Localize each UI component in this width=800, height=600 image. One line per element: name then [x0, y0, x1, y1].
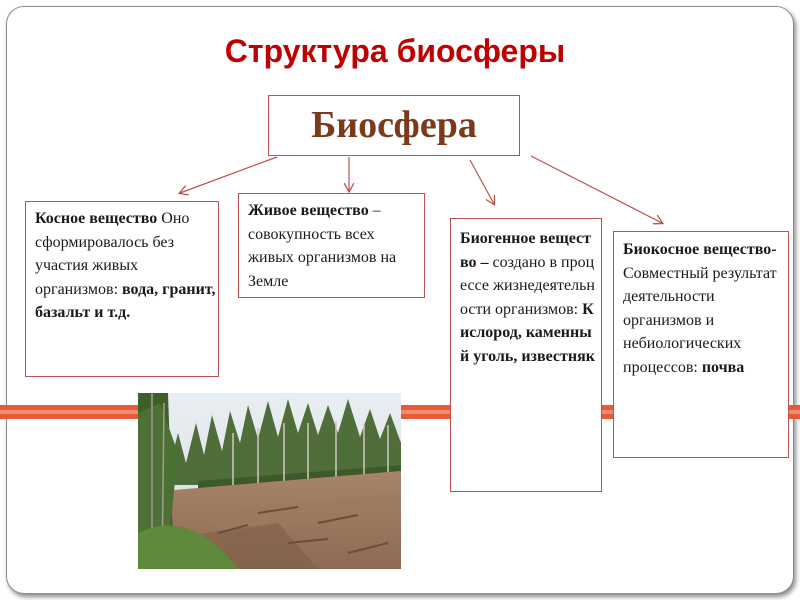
bioinert-matter-examples: почва	[701, 358, 745, 376]
bioinert-matter-heading: Биокосное вещество-	[623, 241, 777, 258]
biogenic-matter-text: создано в процессе жизнедеятельности организмов:	[460, 253, 595, 318]
slide-title: Структура биосферы	[224, 33, 566, 69]
biogenic-matter-examples: Кислород, каменный уголь, известняк	[460, 300, 595, 365]
biogenic-matter-heading: Биогенное вещество –	[460, 230, 591, 271]
living-matter-heading: Живое вещество	[248, 202, 369, 219]
inert-matter-heading: Косное вещество	[35, 210, 158, 227]
bioinert-matter-text: Совместный результат деятельности организмов и небиологических процессов:	[623, 264, 777, 376]
inert-matter-examples: вода, гранит, базальт и т.д.	[35, 280, 216, 321]
deforestation-photo	[138, 393, 401, 569]
arrow-to-biogenic	[470, 160, 494, 204]
inert-matter-text: Оно сформировалось без участия живых организмов:	[35, 210, 190, 298]
inert-matter-box	[25, 201, 219, 377]
biogenic-matter-box	[450, 218, 602, 492]
bioinert-matter-box	[613, 231, 789, 458]
living-matter-text: – совокупность всех живых организмов на Земле	[248, 202, 397, 290]
arrow-to-bioinert	[531, 156, 662, 223]
biosphere-box: Биосфера	[268, 95, 520, 156]
living-matter-box	[238, 193, 425, 298]
arrow-to-inert	[180, 157, 277, 193]
